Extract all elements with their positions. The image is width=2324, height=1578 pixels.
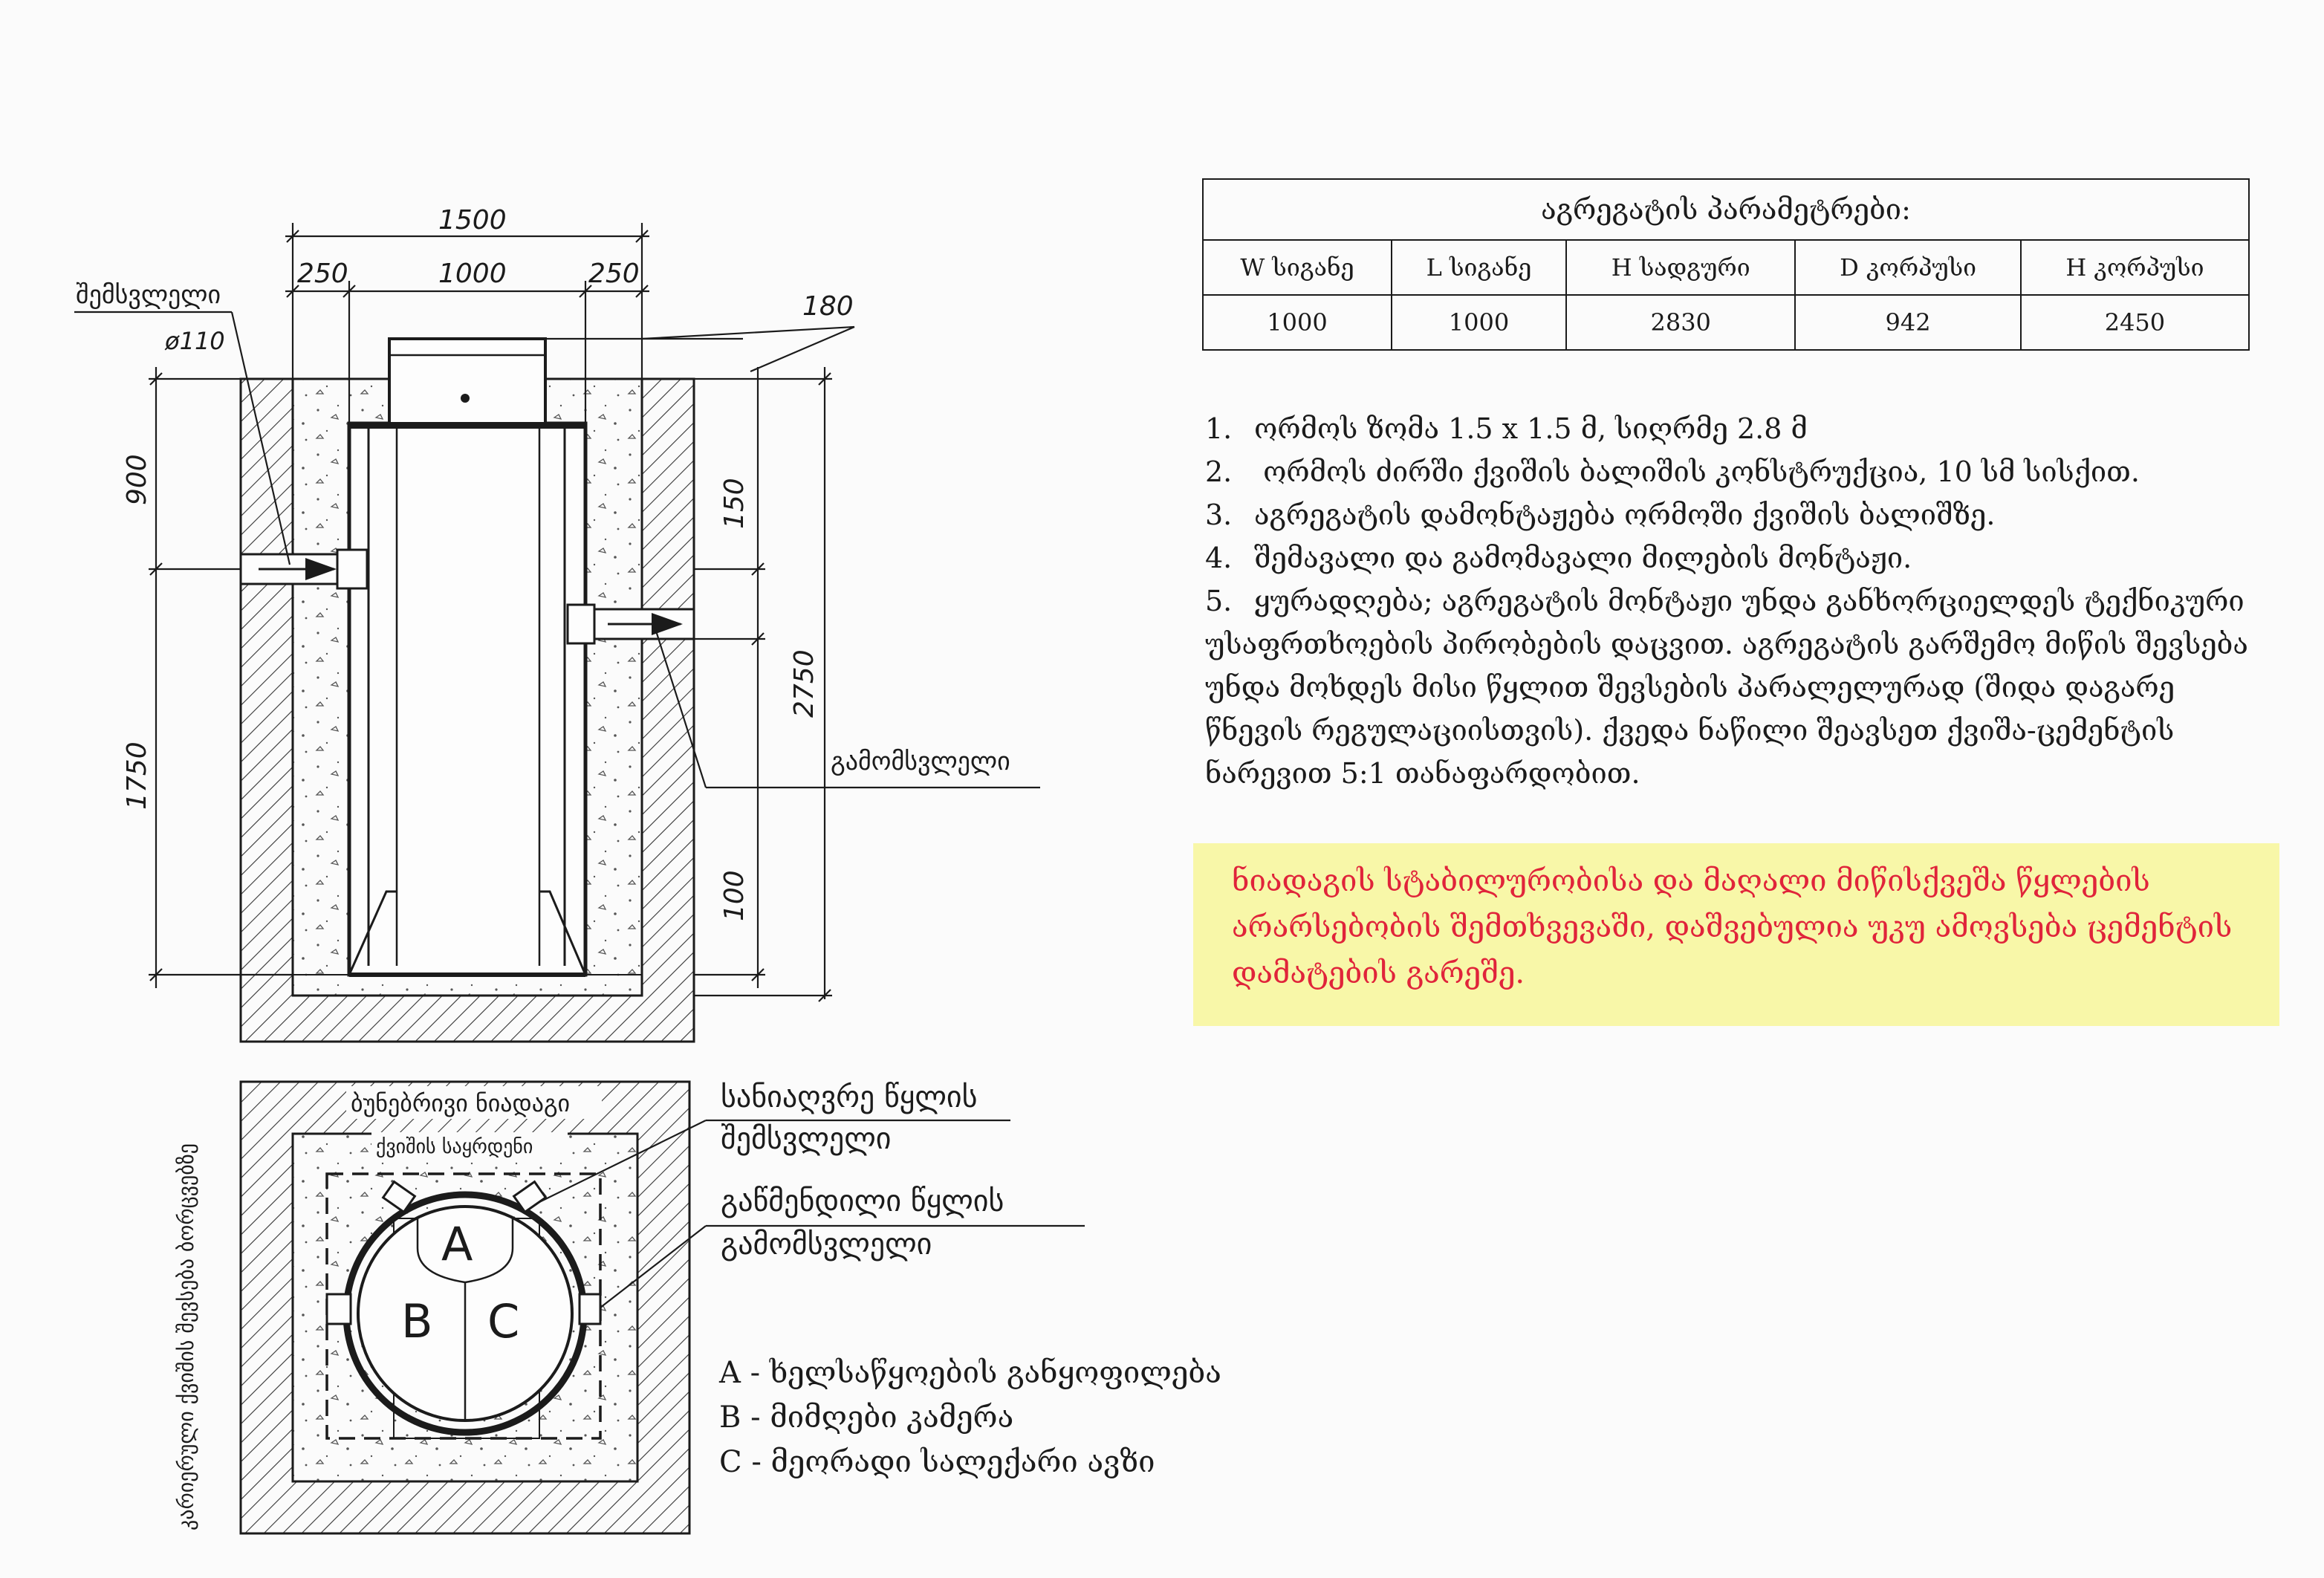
section-view	[74, 205, 1040, 1042]
note-item: 1. ორმოს ზომა 1.5 x 1.5 მ, სიღრმე 2.8 მ	[1205, 412, 1808, 445]
table-header: H კორპუსი	[2021, 240, 2249, 295]
dim-lower-height: 1750	[122, 741, 152, 810]
legend-item: B - მიმღები კამერა	[719, 1400, 1014, 1435]
dim-top-offset: 180	[802, 291, 854, 322]
note-item: 2. ორმოს ძირში ქვიშის ბალიშის კონსტრუქცია, 10 სმ სისქით.	[1205, 455, 2140, 488]
soil-label: ბუნებრივი ნიადაგი	[351, 1089, 571, 1117]
legend-item: C - მეორადი სალექარი ავზი	[719, 1445, 1155, 1479]
dim-left-gap: 250	[297, 259, 348, 289]
chamber-legend	[719, 1351, 1221, 1484]
dim-right-gap: 250	[588, 259, 640, 289]
chamber-c-label: C	[487, 1294, 520, 1348]
dirty-water-in-line1: სანიაღვრე წყლის	[721, 1080, 978, 1114]
dim-inlet-height: 900	[122, 454, 152, 505]
dirty-water-in-line2: შემსვლელი	[721, 1122, 892, 1156]
dim-total-width: 1500	[438, 205, 507, 236]
fill-label: კარიერული ქვიშის შევსება ბორცვებზე	[174, 1143, 198, 1530]
installation-notes	[1205, 407, 2260, 795]
note-item: 3. აგრეგატის დამონტაჟება ორმოში ქვიშის ბალიშზე.	[1205, 499, 1996, 531]
dim-bottom: 100	[719, 870, 750, 921]
parameters-table	[1202, 178, 2250, 351]
chamber-b-label: B	[401, 1294, 433, 1348]
table-header: W სიგანე	[1203, 240, 1392, 295]
warning-box: ნიადაგის სტაბილურობისა და მაღალი მიწისქვეშა წყლების არარსებობის შემთხვევაში, დაშვებულია უკუ ამოვსება ცემენტის დამატების გარეშე.	[1193, 843, 2279, 1026]
table-cell: 2830	[1566, 295, 1795, 350]
table-cell: 1000	[1392, 295, 1566, 350]
dim-center-width: 1000	[438, 259, 507, 289]
table-cell: 942	[1795, 295, 2021, 350]
sand-bed-label: ქვიშის საყრდენი	[376, 1136, 533, 1158]
outlet-pipe	[568, 605, 694, 643]
table-header: L სიგანე	[1392, 240, 1566, 295]
table-title: აგრეგატის პარამეტრები:	[1203, 179, 2249, 240]
clean-water-out-line2: გამომსვლელი	[721, 1227, 932, 1262]
table-header: D კორპუსი	[1795, 240, 2021, 295]
outlet-label: გამომსვლელი	[831, 747, 1010, 776]
clean-water-out-line1: გაწმენდილი წყლის	[721, 1184, 1004, 1218]
inlet-diameter-label: ø110	[165, 327, 225, 355]
table-header-row	[1203, 240, 2249, 295]
tank-neck	[389, 339, 545, 423]
dim-outlet-drop: 150	[719, 478, 750, 529]
legend-item: A - ხელსაწყოების განყოფილება	[719, 1356, 1221, 1390]
table-row	[1203, 295, 2249, 350]
note-item: 4. შემავალი და გამომავალი მილების მონტაჟი.	[1205, 542, 1912, 574]
inlet-pipe	[241, 550, 367, 588]
table-header: H სადგური	[1566, 240, 1795, 295]
chamber-a-label: A	[441, 1217, 473, 1271]
inlet-label: შემსვლელი	[76, 280, 221, 310]
table-cell: 2450	[2021, 295, 2249, 350]
table-cell: 1000	[1203, 295, 1392, 350]
dim-total-depth: 2750	[789, 649, 819, 718]
note-item: 5. ყურადღება; აგრეგატის მონტაჟი უნდა განხორციელდეს ტექნიკური უსაფრთხოების პირობების დაცვით. აგრეგატის გარშემო მიწის შევსება უნდა მოხდეს მისი წყლით შევსების პარალელურად (შიდა დაგარე წნევის რეგულაციისთვის). ქვედა ნაწილი შეავსეთ ქვიშა-ცემენტის ნარევით 5:1 თანაფარდობით.	[1205, 585, 2248, 790]
